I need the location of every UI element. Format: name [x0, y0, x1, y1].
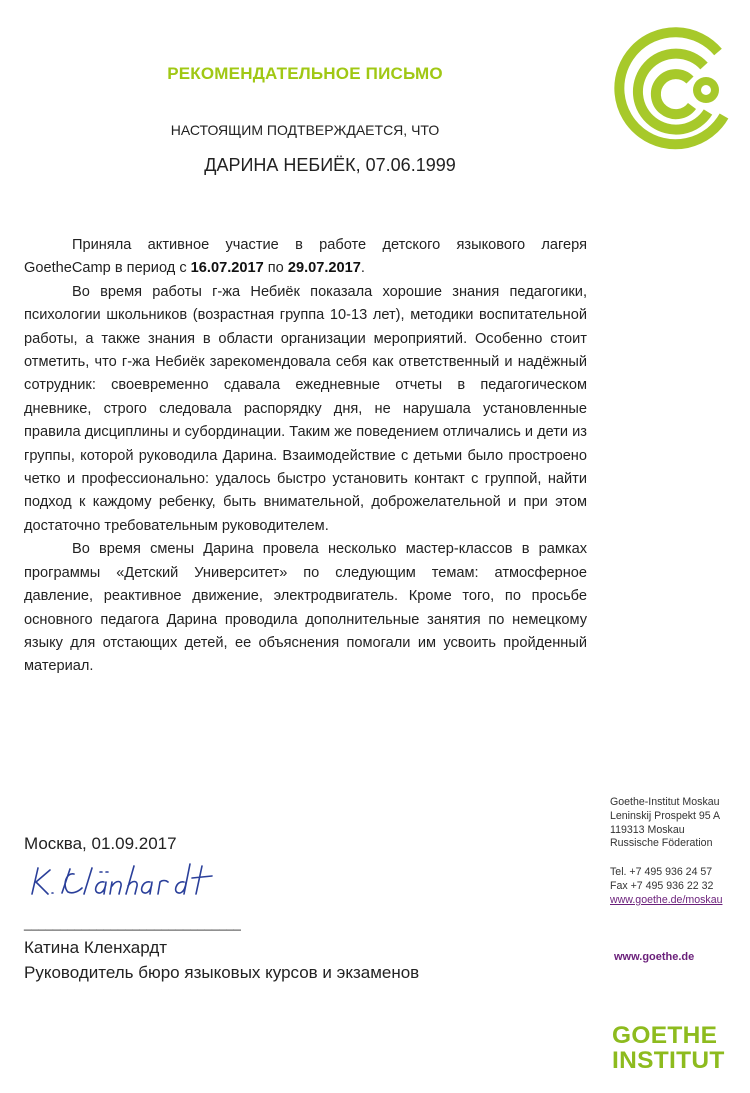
letter-body — [24, 234, 587, 679]
address-url-link[interactable]: www.goethe.de/moskau — [610, 893, 723, 906]
paragraph-3: Во время смены Дарина провела несколько мастер-классов в рамках программы «Детский Университет» по следующим темам: атмосферное давление, реактивное движение, электродвигатель. Кроме того, по просьбе основного педагога Дарина проводила дополнительные занятия по немецкому языку для отстающих детей, ее объяснения помогали им усвоить пройденный материал. — [24, 541, 587, 675]
handwritten-signature — [26, 860, 236, 904]
date-to: 29.07.2017 — [287, 260, 361, 277]
signature-line: ______________________________ — [24, 916, 241, 931]
address-fax: Fax +7 495 936 22 32 — [610, 879, 714, 892]
address-tel: Tel. +7 495 936 24 57 — [610, 866, 713, 879]
goethe-logo-icon — [608, 24, 734, 150]
paragraph-2: Во время работы г-жа Небиёк показала хорошие знания педагогики, психологии школьников (возрастная группа 10-13 лет), методики воспитательной работы, а также знания в области организации мероприятий. Особенно стоит отметить, что г-жа Небиёк зарекомендовала себя как ответственный и надёжный сотрудник: своевременно сдавала ежедневные отчеты в педагогическом дневнике, строго следовала распорядку дня, не нарушала установленные правила дисциплины и субординации. Таким же поведением отличались и дети из группы, которой руководила Дарина. Взаимодействие с детьми было простроено четко и профессионально: удалось быстро установить контакт с группой, найти подход к каждому ребенку, быть внимательной, доброжелательной и при этом достаточно требовательным руководителем. — [24, 283, 587, 534]
address-city: 119313 Moskau — [610, 823, 685, 836]
goethe-institut-wordmark: GOETHE INSTITUT — [612, 1022, 725, 1074]
address-street: Leninskij Prospekt 95 A — [610, 809, 721, 822]
date-from: 16.07.2017 — [190, 260, 264, 277]
goethe-website-link[interactable]: www.goethe.de — [614, 951, 695, 963]
letter-title: РЕКОМЕНДАТЕЛЬНОЕ ПИСЬМО — [167, 64, 443, 83]
institute-address — [610, 796, 746, 908]
signer-name: Катина Кленхардт — [24, 938, 168, 957]
signer-role: Руководитель бюро языковых курсов и экзаменов — [24, 963, 420, 982]
city-date: Москва, 01.09.2017 — [24, 834, 177, 853]
confirmation-line: НАСТОЯЩИМ ПОДТВЕРЖДАЕТСЯ, ЧТО — [170, 122, 440, 138]
recipient-name-dob: ДАРИНА НЕБИЁК, 07.06.1999 — [204, 155, 456, 175]
address-org: Goethe-Institut Moskau — [610, 796, 720, 808]
address-country: Russische Föderation — [610, 837, 713, 850]
paragraph-1: Приняла активное участие в работе детского языкового лагеря GoetheCamp в период с 16.07.2017 по 29.07.2017. — [24, 237, 587, 277]
